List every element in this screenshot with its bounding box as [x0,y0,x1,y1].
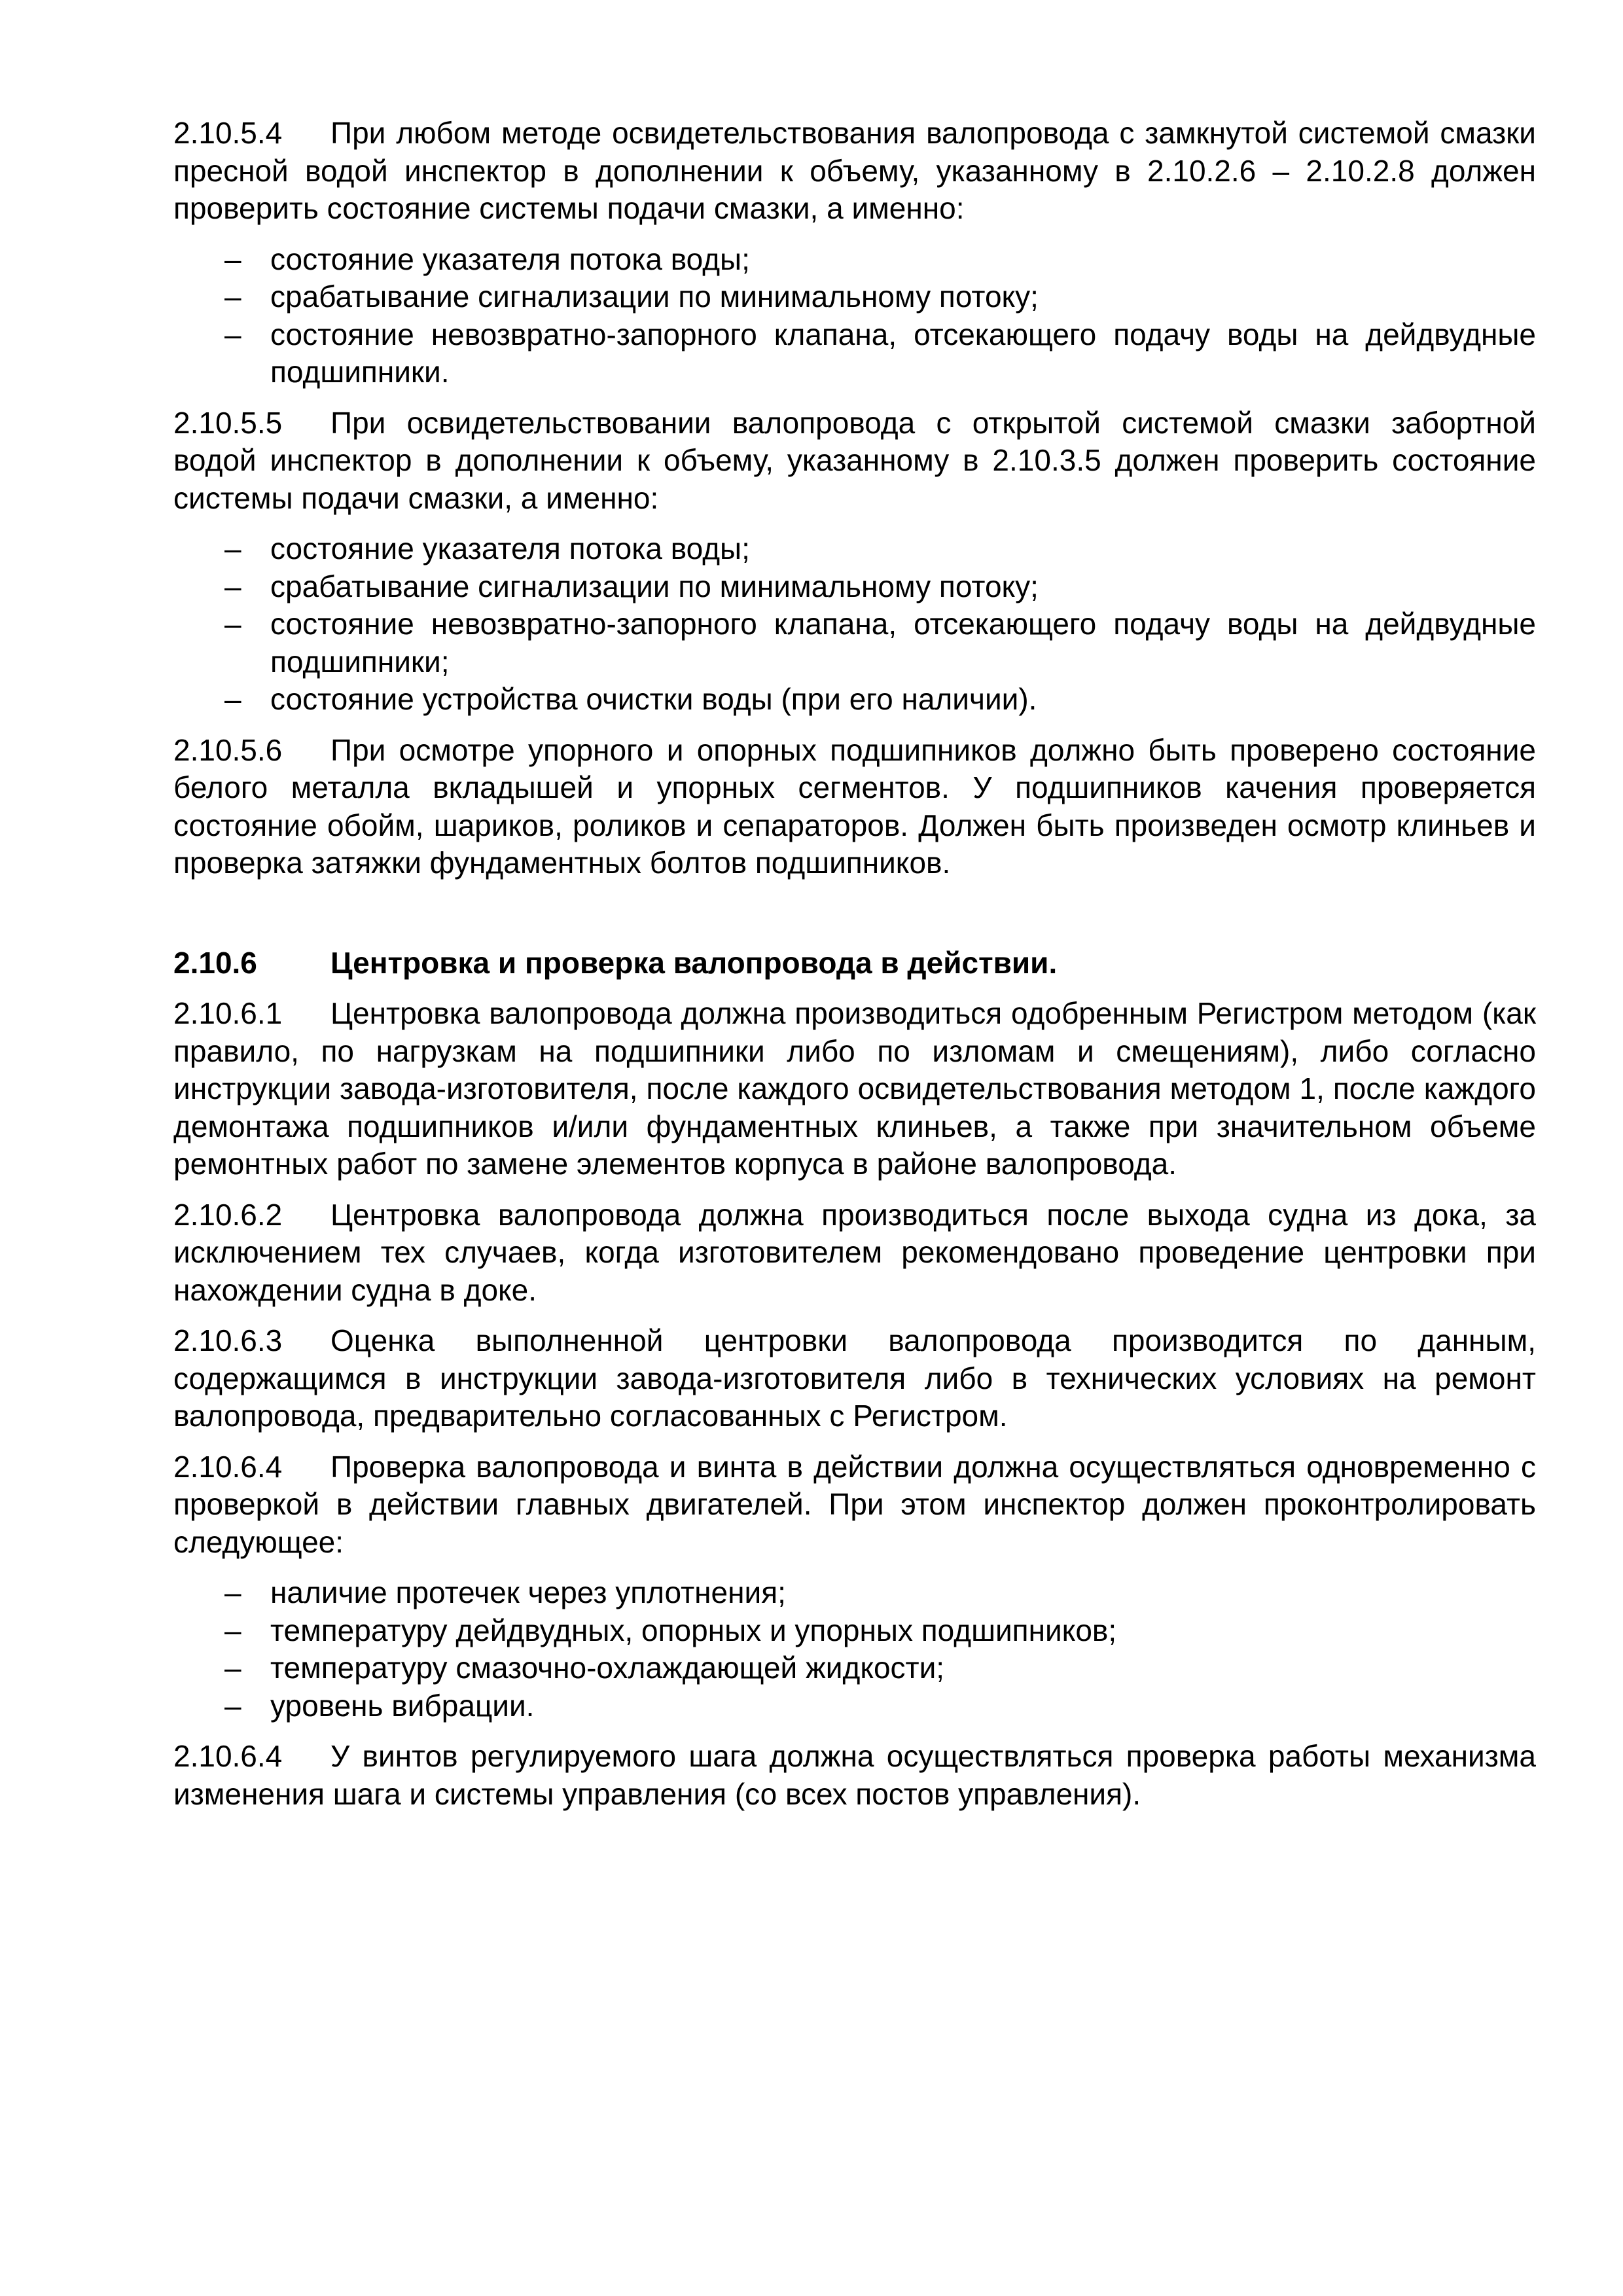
list-item [173,568,1536,606]
list-item-text: состояние указателя потока воды; [270,531,750,565]
paragraph-2-10-6-1 [173,995,1536,1183]
bullet-list-2-10-5-4 [173,241,1536,391]
dash-bullet: – [224,1575,241,1609]
document-page [173,115,1536,1826]
dash-bullet: – [224,242,241,276]
dash-bullet: – [224,531,241,565]
paragraph-2-10-6-4-second [173,1738,1536,1813]
dash-bullet: – [224,1688,241,1723]
list-item-text: состояние невозвратно-запорного клапана, отсекающего подачу воды на дейдвудные подшипники. [270,317,1536,389]
paragraph-text: Оценка выполненной центровки валопровода производится по данным, содержащимся в инструкции завода-изготовителя либо в технических условиях на ремонт валопровода, предварительно согласованных с Регистром. [173,1323,1536,1433]
paragraph-text: При освидетельствовании валопровода с открытой системой смазки забортной водой инспектор в дополнении к объему, указанному в 2.10.3.5 должен проверить состояние системы подачи смазки, а именно: [173,405,1536,515]
list-item-text: уровень вибрации. [270,1688,535,1723]
list-item-text: состояние указателя потока воды; [270,242,750,276]
paragraph-number: 2.10.6.1 [173,996,283,1030]
list-item-text: состояние устройства очистки воды (при его наличии). [270,682,1037,716]
paragraph-number: 2.10.6.4 [173,1449,283,1484]
section-heading-2-10-6 [173,944,1536,982]
paragraph-2-10-5-6 [173,732,1536,882]
dash-bullet: – [224,317,241,351]
dash-bullet: – [224,607,241,641]
list-item [173,681,1536,719]
bullet-list-2-10-5-5 [173,530,1536,719]
heading-number: 2.10.6 [173,945,257,980]
heading-title: Центровка и проверка валопровода в действии. [330,945,1058,980]
list-item [173,1612,1536,1650]
paragraph-number: 2.10.5.6 [173,732,283,767]
list-item-text: температуру смазочно-охлаждающей жидкости; [270,1651,945,1685]
list-item [173,1574,1536,1612]
list-item-text: срабатывание сигнализации по минимальному потоку; [270,279,1039,314]
paragraph-text: Проверка валопровода и винта в действии должна осуществляться одновременно с проверкой в действии главных двигателей. При этом инспектор должен проконтролировать следующее: [173,1449,1536,1559]
paragraph-number: 2.10.6.2 [173,1197,283,1232]
dash-bullet: – [224,569,241,603]
paragraph-2-10-6-2 [173,1196,1536,1310]
paragraph-2-10-5-4 [173,115,1536,228]
paragraph-number: 2.10.6.3 [173,1323,283,1357]
dash-bullet: – [224,1651,241,1685]
list-item-text: наличие протечек через уплотнения; [270,1575,786,1609]
list-item-text: температуру дейдвудных, опорных и упорных подшипников; [270,1613,1117,1647]
paragraph-number: 2.10.5.5 [173,405,283,440]
paragraph-number: 2.10.6.4 [173,1739,283,1773]
list-item [173,316,1536,391]
list-item [173,278,1536,316]
dash-bullet: – [224,682,241,716]
list-item-text: срабатывание сигнализации по минимальному потоку; [270,569,1039,603]
paragraph-2-10-5-5 [173,404,1536,518]
paragraph-text: Центровка валопровода должна производиться одобренным Регистром методом (как правило, по нагрузкам на подшипники либо по изломам и смещениям), либо согласно инструкции завода-изготовителя, после каждого освидетельствования методом 1, после каждого демонтажа подшипников и/или фундаментных клиньев, а также при значительном объеме ремонтных работ по замене элементов корпуса в районе валопровода. [173,996,1536,1181]
paragraph-text: У винтов регулируемого шага должна осуществляться проверка работы механизма изменения шага и системы управления (со всех постов управления). [173,1739,1536,1811]
list-item [173,530,1536,568]
paragraph-2-10-6-4 [173,1448,1536,1562]
dash-bullet: – [224,279,241,314]
paragraph-text: При осмотре упорного и опорных подшипников должно быть проверено состояние белого металла вкладышей и упорных сегментов. У подшипников качения проверяется состояние обойм, шариков, роликов и сепараторов. Должен быть произведен осмотр клиньев и проверка затяжки фундаментных болтов подшипников. [173,732,1536,880]
dash-bullet: – [224,1613,241,1647]
list-item-text: состояние невозвратно-запорного клапана, отсекающего подачу воды на дейдвудные подшипники; [270,607,1536,679]
list-item [173,241,1536,279]
bullet-list-2-10-6-4 [173,1574,1536,1725]
paragraph-2-10-6-3 [173,1322,1536,1435]
paragraph-number: 2.10.5.4 [173,116,283,150]
list-item [173,1687,1536,1725]
list-item [173,605,1536,681]
paragraph-text: При любом методе освидетельствования валопровода с замкнутой системой смазки пресной водой инспектор в дополнении к объему, указанному в 2.10.2.6 – 2.10.2.8 должен проверить состояние системы подачи смазки, а именно: [173,116,1536,225]
list-item [173,1649,1536,1687]
paragraph-text: Центровка валопровода должна производиться после выхода судна из дока, за исключением тех случаев, когда изготовителем рекомендовано проведение центровки при нахождении судна в доке. [173,1197,1536,1307]
